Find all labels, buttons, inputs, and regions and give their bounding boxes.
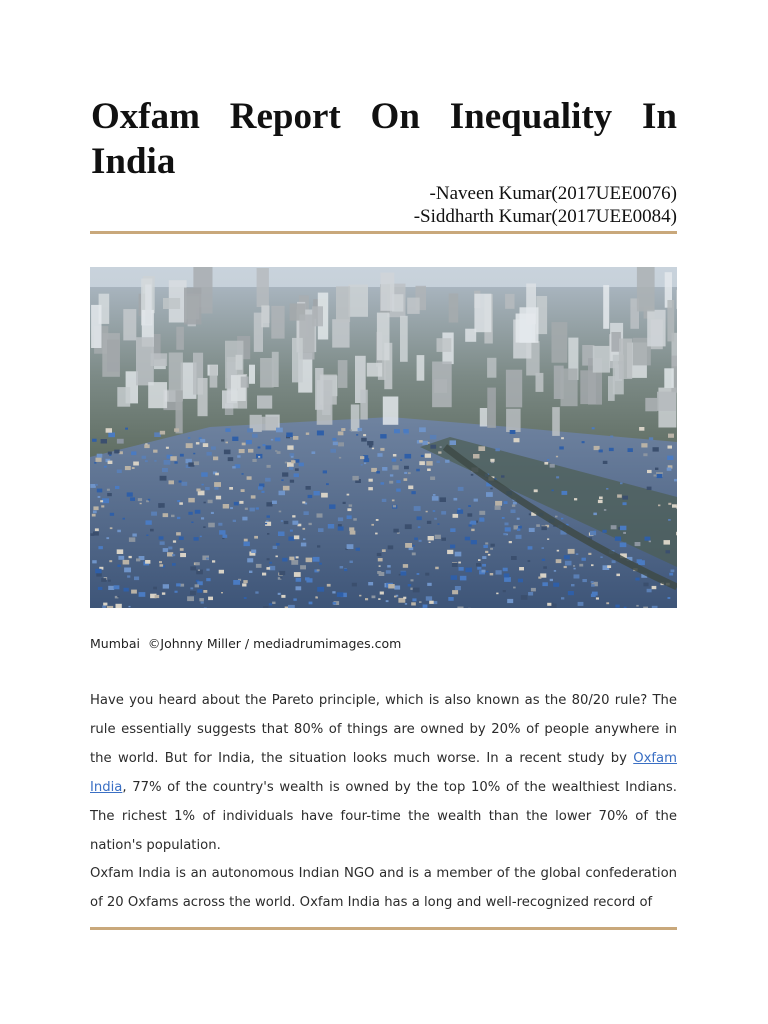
image-caption	[90, 634, 401, 654]
oxfam-india-link[interactable]: Oxfam India	[90, 751, 677, 795]
author-line: -Siddharth Kumar(2017UEE0084)	[413, 206, 677, 227]
caption-credit: ©Johnny Miller / mediadrumimages.com	[139, 636, 402, 651]
footer-divider	[90, 927, 677, 930]
author-line: -Naveen Kumar(2017UEE0076)	[429, 183, 677, 204]
paragraph-text: , 77% of the country's wealth is owned by the top 10% of the wealthiest Indians. The richest 1% of individuals have four-time the wealth than the lower 70% of the nation's population.	[90, 780, 677, 853]
mumbai-aerial-photo	[90, 267, 677, 608]
header-divider	[90, 231, 677, 234]
paragraph-oxfam-about: Oxfam India is an autonomous Indian NGO and is a member of the global confederation of 20 Oxfams across the world. Oxfam India has a long and well-recognized record of	[90, 866, 677, 910]
paragraph-pareto	[90, 686, 677, 860]
authors-block	[91, 182, 677, 228]
document-title: Oxfam Report On Inequality In India	[91, 96, 677, 182]
caption-place: Mumbai	[90, 636, 140, 651]
paragraph-text: Have you heard about the Pareto principle, which is also known as the 80/20 rule? The rule essentially suggests that 80% of things are owned by 20% of people anywhere in the world. But for India, the situation looks much worse. In a recent study by	[90, 693, 677, 766]
paragraph-clip	[90, 859, 677, 921]
